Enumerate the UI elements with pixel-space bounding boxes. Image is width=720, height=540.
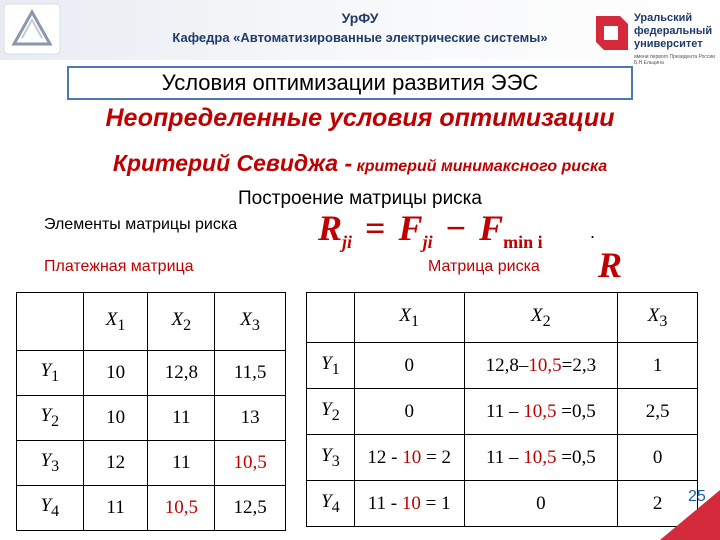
risk-row-header: $Y_4$: [307, 481, 355, 527]
elements-label: Элементы матрицы риска: [44, 216, 238, 233]
payment-col-header: $X_3$: [215, 293, 286, 351]
table-row: [17, 396, 286, 441]
payment-cell: 10: [83, 396, 148, 441]
risk-cell: 12,8–10,5=2,3: [464, 343, 618, 389]
header-line-1: УрФУ: [341, 10, 379, 26]
risk-cell: 0: [354, 389, 464, 435]
slide-number: 25: [688, 488, 706, 505]
payment-row-header: $Y_3$: [17, 441, 84, 486]
risk-col-header: $X_1$: [354, 293, 464, 343]
risk-col-header: $X_2$: [464, 293, 618, 343]
risk-cell: 11 – 10,5 =0,5: [464, 389, 618, 435]
risk-matrix-corner: [307, 293, 355, 343]
risk-cell: 0: [464, 481, 618, 527]
subtitle: Неопределенные условия оптимизации: [105, 104, 615, 132]
university-logo-caption: имени первого Президента России Б.Н.Ельцина: [634, 54, 715, 66]
payment-row-header: $Y_2$: [17, 396, 84, 441]
payment-cell-min: 10,5: [215, 441, 286, 486]
payment-cell: 11: [148, 441, 215, 486]
payment-cell: 11: [148, 396, 215, 441]
risk-row-header: $Y_2$: [307, 389, 355, 435]
criterion-tail: критерий минимаксного риска: [356, 158, 608, 175]
formula-period: .: [590, 222, 596, 242]
risk-col-header: $X_3$: [618, 293, 698, 343]
risk-matrix-header-row: [307, 293, 698, 343]
payment-cell: 12: [83, 441, 148, 486]
payment-cell: 12,5: [215, 486, 286, 531]
payment-col-header: $X_2$: [148, 293, 215, 351]
payment-matrix: [16, 292, 286, 531]
payment-col-header: $X_1$: [83, 293, 148, 351]
criterion-main: Критерий Севиджа -: [112, 150, 353, 176]
section-title: Построение матрицы риска: [238, 188, 482, 209]
risk-row-header: $Y_3$: [307, 435, 355, 481]
payment-cell: 11: [83, 486, 148, 531]
slide-title: Условия оптимизации развития ЭЭС: [67, 66, 633, 100]
payment-cell: 12,8: [148, 351, 215, 396]
header-line-2: Кафедра «Автоматизированные электрические системы»: [172, 30, 548, 45]
risk-cell: 0: [618, 435, 698, 481]
table-row: [307, 435, 698, 481]
payment-matrix-header-row: [17, 293, 286, 351]
table-row: [307, 343, 698, 389]
risk-matrix-symbol: R: [598, 245, 623, 285]
risk-matrix-label: Матрица риска: [428, 258, 540, 275]
university-logo-text: Уральский федеральный университет: [634, 12, 713, 50]
table-row: [307, 389, 698, 435]
risk-cell: 2,5: [618, 389, 698, 435]
risk-row-header: $Y_1$: [307, 343, 355, 389]
risk-cell: 12 - 10 = 2: [354, 435, 464, 481]
payment-row-header: $Y_1$: [17, 351, 84, 396]
payment-matrix-corner: [17, 293, 84, 351]
risk-cell: 1: [618, 343, 698, 389]
payment-row-header: $Y_4$: [17, 486, 84, 531]
table-row: [17, 441, 286, 486]
payment-cell: 10: [83, 351, 148, 396]
risk-matrix: [306, 292, 698, 527]
payment-matrix-label: Платежная матрица: [44, 258, 194, 275]
table-row: [17, 351, 286, 396]
criterion-line: [0, 150, 720, 177]
payment-cell: 13: [215, 396, 286, 441]
payment-cell-min: 10,5: [148, 486, 215, 531]
payment-cell: 11,5: [215, 351, 286, 396]
risk-cell: 11 – 10,5 =0,5: [464, 435, 618, 481]
risk-formula: $R_{ji} = F_{ji} - F_{min i}$: [318, 208, 543, 253]
risk-cell: 0: [354, 343, 464, 389]
table-row: [17, 486, 286, 531]
table-row: [307, 481, 698, 527]
risk-cell: 11 - 10 = 1: [354, 481, 464, 527]
risk-cell: 2: [618, 481, 698, 527]
